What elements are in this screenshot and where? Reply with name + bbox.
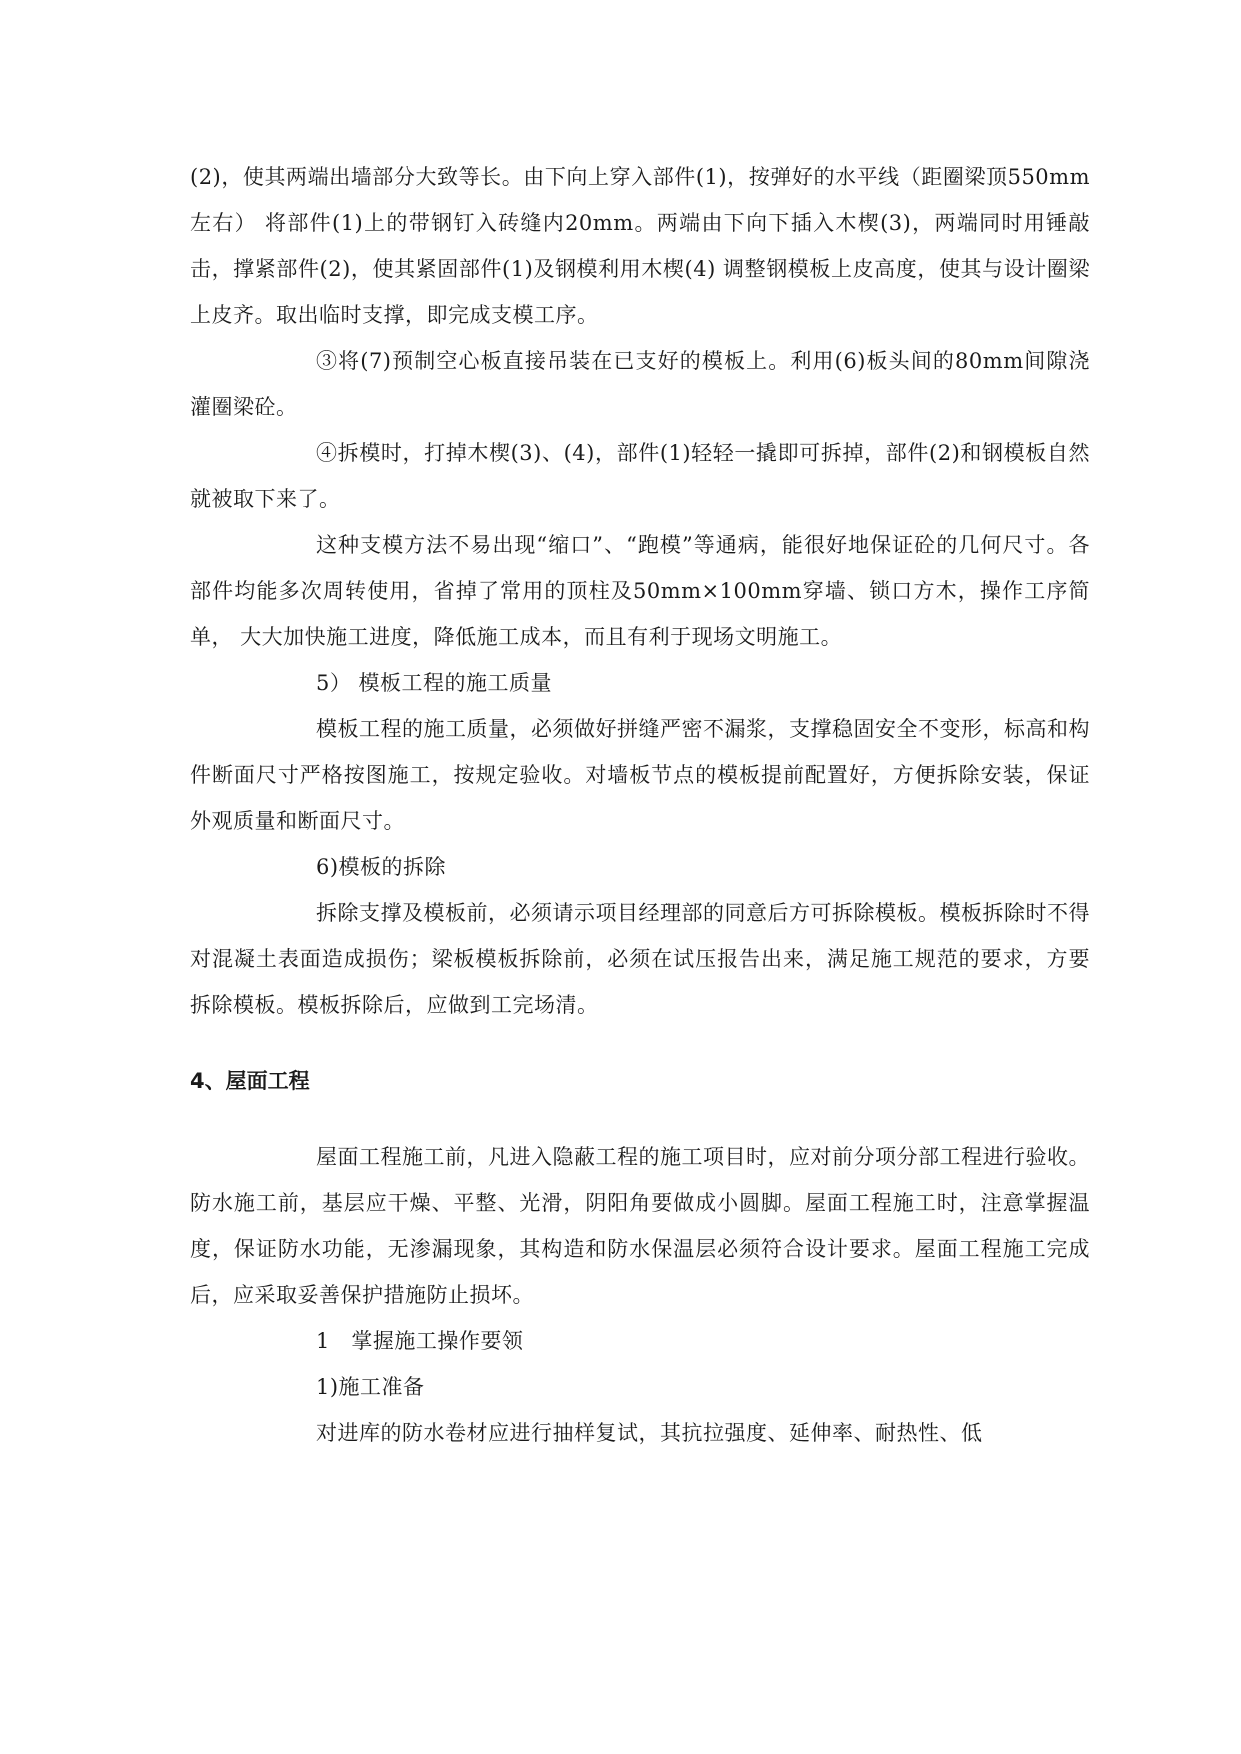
document-body bbox=[190, 154, 1090, 1456]
section-heading-roofing: 4、屋面工程 bbox=[190, 1069, 310, 1093]
paragraph-material-testing: 对进库的防水卷材应进行抽样复试，其抗拉强度、延伸率、耐热性、低 bbox=[316, 1421, 983, 1445]
subheading-formwork-removal: 6)模板的拆除 bbox=[316, 855, 447, 879]
subheading-formwork-quality: 5） 模板工程的施工质量 bbox=[316, 671, 553, 695]
subheading-construction-preparation: 1)施工准备 bbox=[316, 1375, 425, 1399]
paragraph-step-4: ④拆模时，打掉木楔(3)、(4)，部件(1)轻轻一撬即可拆掉，部件(2)和钢模板自然就被取下来了。 bbox=[190, 441, 1090, 511]
paragraph-formwork-install: (2)，使其两端出墙部分大致等长。由下向上穿入部件(1)，按弹好的水平线（距圈梁顶550mm左右） 将部件(1)上的带钢钉入砖缝内20mm。两端由下向下插入木楔(3)，两端同时用锤敲击，撑紧部件(2)，使其紧固部件(1)及钢模利用木楔(4) 调整钢模板上皮高度，使其与设计圈梁上皮齐。取出临时支撑，即完成支模工序。 bbox=[190, 165, 1090, 327]
subheading-construction-essentials: 1 掌握施工操作要领 bbox=[316, 1329, 524, 1353]
paragraph-step-3: ③将(7)预制空心板直接吊装在已支好的模板上。利用(6)板头间的80mm间隙浇灌圈梁砼。 bbox=[190, 349, 1090, 419]
paragraph-method-advantages: 这种支模方法不易出现“缩口”、“跑模”等通病，能很好地保证砼的几何尺寸。各部件均能多次周转使用，省掉了常用的顶柱及50mm×100mm穿墙、锁口方木，操作工序简单， 大大加快施工进度，降低施工成本，而且有利于现场文明施工。 bbox=[190, 533, 1090, 649]
paragraph-formwork-removal: 拆除支撑及模板前，必须请示项目经理部的同意后方可拆除模板。模板拆除时不得对混凝土表面造成损伤；梁板模板拆除前，必须在试压报告出来，满足施工规范的要求，方要拆除模板。模板拆除后，应做到工完场清。 bbox=[190, 901, 1090, 1017]
paragraph-formwork-quality: 模板工程的施工质量，必须做好拼缝严密不漏浆，支撑稳固安全不变形，标高和构件断面尺寸严格按图施工，按规定验收。对墙板节点的模板提前配置好，方便拆除安装，保证外观质量和断面尺寸。 bbox=[190, 717, 1090, 833]
paragraph-roofing-intro: 屋面工程施工前，凡进入隐蔽工程的施工项目时，应对前分项分部工程进行验收。防水施工前，基层应干燥、平整、光滑，阴阳角要做成小圆脚。屋面工程施工时，注意掌握温度，保证防水功能，无渗漏现象，其构造和防水保温层必须符合设计要求。屋面工程施工完成后，应采取妥善保护措施防止损坏。 bbox=[190, 1145, 1090, 1307]
